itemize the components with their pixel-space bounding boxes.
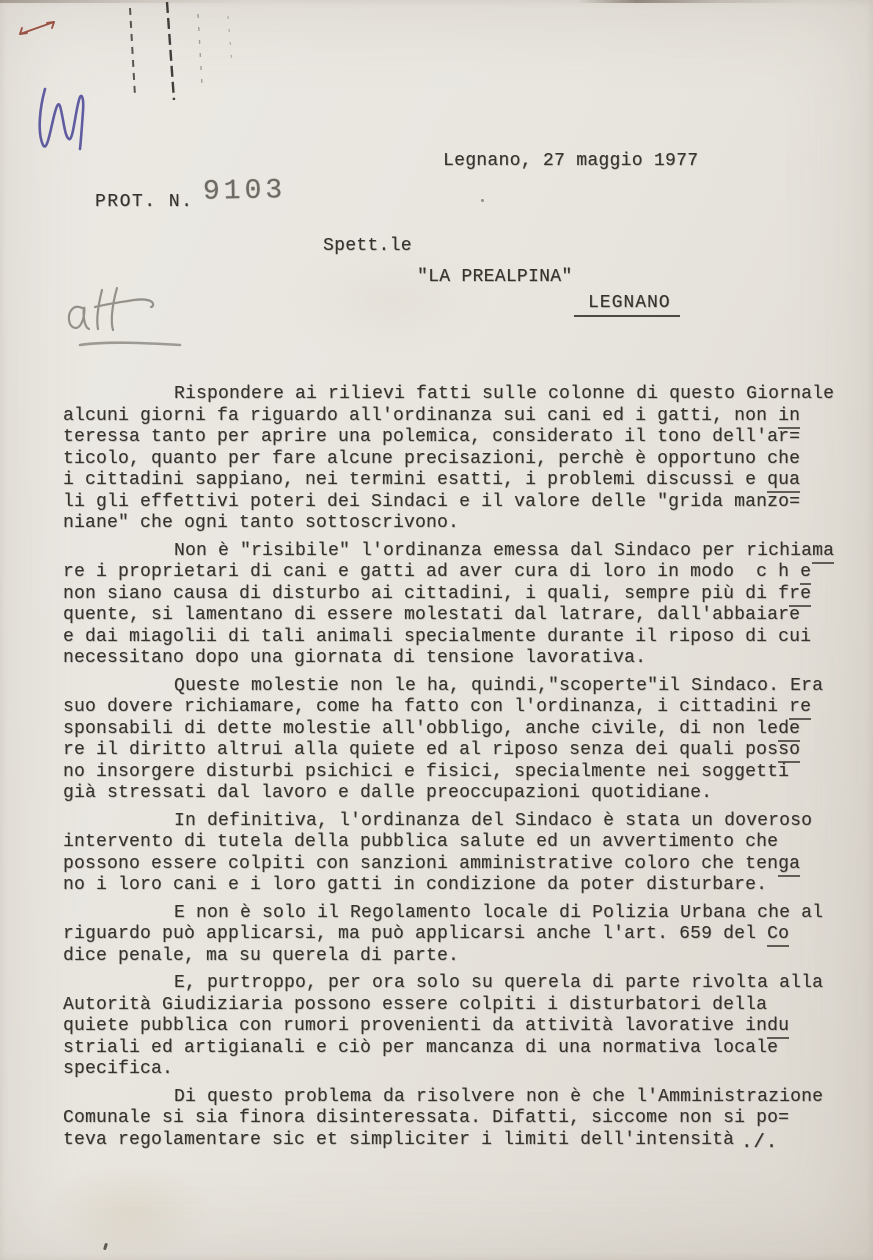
date-line: Legnano, 27 maggio 1977 [443,151,699,171]
paragraph-line: no i loro cani e i loro gatti in condizione da poter disturbare. [63,875,768,895]
paragraph-line: re i proprietari di cani e gatti ad aver cura di loro in modo c h e [63,562,831,584]
paragraph-line: Comunale si sia finora disinteressata. Difatti, siccome non si po= [63,1108,790,1128]
paragraph-line: teva regolamentare sic et simpliciter i limiti dell'intensità [63,1129,735,1150]
paragraph [63,540,835,670]
paragraph-line: quente, si lamentano di essere molestati dal latrare, dall'abbaiare [63,605,801,625]
paragraph-line: suo dovere richiamare, come ha fatto con l'ordinanza, i cittadini re [63,697,831,719]
recipient-city: LEGNANO [574,293,680,317]
paragraph-line: specifica. [63,1059,174,1079]
pencil-annotation-mark [62,282,222,354]
paragraph-line: ticolo, quanto per fare alcune precisazioni, perchè è opportuno che [63,448,801,469]
ink-streak-marks [118,0,248,105]
paragraph-line: striali ed artigianali e ciò per mancanza di una normativa locale [63,1037,779,1058]
paragraph [63,811,831,897]
paragraph-line: alcuni giorni fa riguardo all'ordinanza sui cani ed i gatti, non in [63,406,831,428]
paragraph-line: necessitano dopo una giornata di tensione lavorativa. [63,648,647,668]
paragraph-line: Autorità Giudiziaria possono essere colpiti i disturbatori della [63,994,768,1015]
paragraph-line: no insorgere disturbi psichici e fisici, specialmente nei soggetti [63,761,790,782]
protocol-number-stamp: 9103 [202,175,287,208]
paragraph [63,676,831,805]
paragraph-line: non siano causa di disturbo ai cittadini, i quali, sempre più di fre [63,584,831,606]
paragraph [63,384,835,535]
paragraph-line: re il diritto altrui alla quiete ed al riposo senza dei quali posso [63,740,831,762]
continuation-mark: ./. [741,1131,779,1153]
paragraph-line: niane" che ogni tanto sottoscrivono. [63,513,460,533]
paragraph-line: In definitiva, l'ordinanza del Sindaco è stata un doveroso [174,810,813,831]
paragraph [63,973,831,1081]
paragraph-line: E non è solo il Regolamento locale di Polizia Urbana che al [174,902,824,923]
paragraph-line: possono essere colpiti con sanzioni amministrative coloro che tenga [63,854,831,876]
blue-ink-initial-mark [34,80,106,158]
paragraph-line: già stressati dal lavoro e dalle preoccupazioni quotidiane. [63,783,713,803]
paragraph-line: quiete pubblica con rumori provenienti da attività lavorative indu [63,1016,831,1038]
protocol-label: PROT. N. [95,192,194,212]
ink-speck [481,199,484,202]
paragraph-line: e dai miagolii di tali animali specialmente durante il riposo di cui [63,626,812,647]
paragraph-line: E, purtroppo, per ora solo su querela di parte rivolta alla [174,973,824,993]
paragraph-line: teressa tanto per aprire una polemica, considerato il tono dell'ar= [63,427,801,447]
recipient-salutation: Spett.le [323,236,412,256]
paragraph-line: riguardo può applicarsi, ma può applicarsi anche l'art. 659 del Co [63,924,831,946]
paragraph [63,903,831,968]
red-arrow-mark [14,14,62,40]
paragraph-line: li gli effettivi poteri dei Sindaci e il valore delle "grida manzo= [63,491,801,512]
paragraph [63,1087,831,1152]
paragraph-line: sponsabili di dette molestie all'obbligo, anche civile, di non lede [63,719,831,741]
paragraph-line: intervento di tutela della pubblica salute ed un avvertimento che [63,832,779,852]
recipient-name: "LA PREALPINA" [417,267,573,287]
paragraph-line: dice penale, ma su querela di parte. [63,945,460,966]
letter-body [63,384,835,1157]
paragraph-line: Di questo problema da risolvere non è che l'Amministrazione [174,1086,824,1107]
paragraph-line: i cittadini sappiano, nei termini esatti, i problemi discussi e qua [63,470,831,492]
paragraph-line: Rispondere ai rilievi fatti sulle colonne di questo Giornale [174,384,835,404]
paragraph-line: Queste molestie non le ha, quindi,"scoperte"il Sindaco. Era [174,675,824,696]
ink-speck [103,1243,108,1251]
paragraph-line: Non è "risibile" l'ordinanza emessa dal Sindaco per richiama [63,541,831,563]
